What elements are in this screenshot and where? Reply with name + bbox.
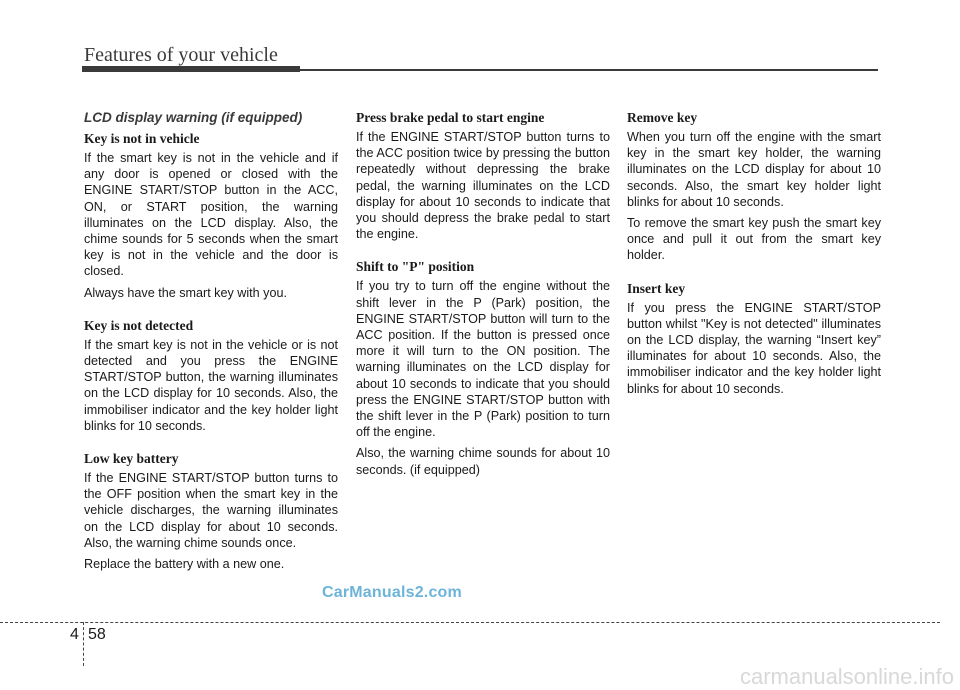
page-number: 58 bbox=[88, 626, 106, 643]
paragraph: Also, the warning chime sounds for about 10 seconds. (if equipped) bbox=[356, 446, 610, 477]
paragraph: If the ENGINE START/STOP button turns to the ACC position twice by pressing the button repeatedly without depressing the brake pedal, the warning illuminates on the LCD display for about 10 seconds to indicate that you should depress the brake pedal to start the engine. bbox=[356, 130, 610, 242]
paragraph: If the ENGINE START/STOP button turns to the OFF position when the smart key in the vehicle discharges, the warning illuminates on the LCD display for about 10 seconds. Also, the warning chime sounds once. bbox=[84, 471, 338, 550]
subheading-remove-key: Remove key bbox=[627, 110, 698, 125]
page-header-title: Features of your vehicle bbox=[84, 44, 278, 66]
column-2 bbox=[356, 110, 610, 483]
watermark-link[interactable]: CarManuals2.com bbox=[322, 584, 462, 601]
header-rule-thick bbox=[82, 66, 300, 72]
paragraph: Replace the battery with a new one. bbox=[84, 557, 285, 572]
header-rule-thin bbox=[300, 69, 878, 71]
column-1 bbox=[84, 110, 338, 577]
subheading-press-brake-pedal: Press brake pedal to start engine bbox=[356, 110, 545, 125]
section-title: LCD display warning (if equipped) bbox=[84, 110, 303, 125]
paragraph: Always have the smart key with you. bbox=[84, 285, 287, 300]
column-3 bbox=[627, 110, 881, 402]
subheading-insert-key: Insert key bbox=[627, 280, 686, 296]
subheading-shift-to-p: Shift to "P" position bbox=[356, 259, 475, 275]
footer-divider bbox=[0, 622, 940, 623]
paragraph: When you turn off the engine with the smart key in the smart key holder, the warning illuminates on the LCD display for about 10 seconds. Also, the smart key holder light blinks for about 10 seconds. bbox=[627, 130, 881, 209]
paragraph: If you press the ENGINE START/STOP button whilst "Key is not detected" illuminates on the LCD display, the warning “Insert key” illuminates for about 10 seconds. Also, the immobiliser indicator and the key holder light blinks for about 10 seconds. bbox=[627, 300, 881, 396]
site-watermark: carmanualsonline.info bbox=[739, 664, 954, 689]
paragraph: If you try to turn off the engine without the shift lever in the P (Park) position, the ENGINE START/STOP button will turn to the ACC position. If the button is pressed once more it will turn to the ON position. The warning illuminates on the LCD display for about 10 seconds to indicate that you should press the ENGINE START/STOP button with the shift lever in the P (Park) position to turn off the engine. bbox=[356, 279, 610, 440]
paragraph: If the smart key is not in the vehicle or is not detected and you press the ENGINE START/STOP button, the warning illuminates on the LCD display for 10 seconds. Also, the immobiliser indicator and the key holder light blinks for 10 seconds. bbox=[84, 337, 338, 433]
subheading-key-not-in-vehicle: Key is not in vehicle bbox=[84, 131, 200, 146]
paragraph: To remove the smart key push the smart key once and pull it out from the smart key holder. bbox=[627, 216, 881, 263]
chapter-number: 4 bbox=[70, 626, 79, 643]
paragraph: If the smart key is not in the vehicle and if any door is opened or closed with the ENGINE START/STOP button in the ACC, ON, or START position, the warning illuminates on the LCD display. Also, the chime sounds for 5 seconds when the smart key is not in the vehicle and the door is closed. bbox=[84, 151, 338, 279]
footer-vertical-divider bbox=[83, 622, 84, 666]
subheading-key-not-detected: Key is not detected bbox=[84, 317, 194, 333]
subheading-low-key-battery: Low key battery bbox=[84, 451, 179, 467]
